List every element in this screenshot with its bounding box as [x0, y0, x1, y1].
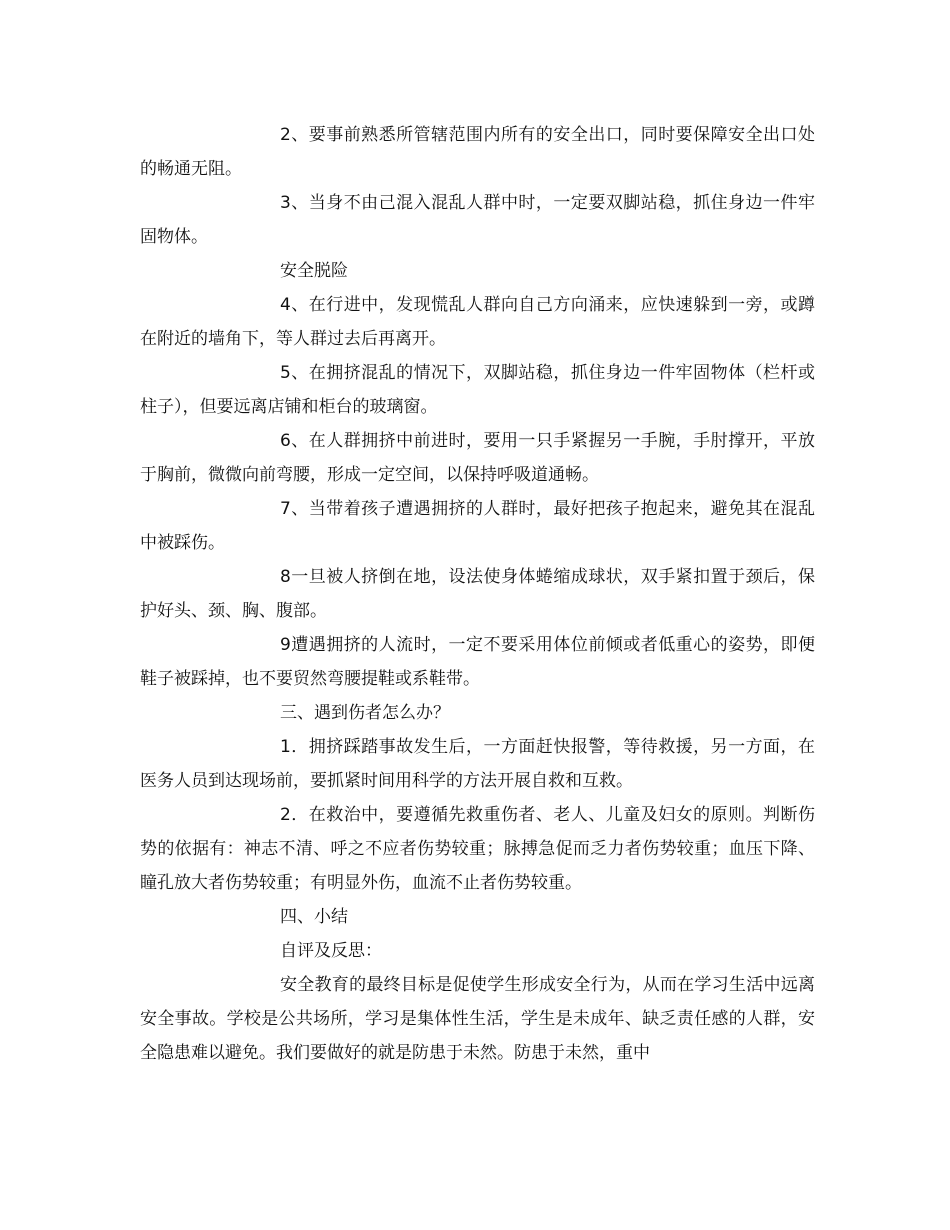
section-heading-injured: 三、遇到伤者怎么办？ [280, 703, 450, 723]
paragraph-protect-breathing: 6、在人群拥挤中前进时，要用一只手紧握另一手腕，手肘撑开，平放于胸前，微微向前弯腰，形成一定空间，以保持呼吸道通畅。 [140, 431, 815, 485]
section-heading-reflection: 自评及反思： [280, 941, 382, 961]
section-heading-escape: 安全脱险 [280, 261, 348, 281]
paragraph-safety-education: 安全教育的最终目标是促使学生形成安全行为，从而在学习生活中远离安全事故。学校是公共场所，学习是集体性生活，学生是未成年、缺乏责任感的人群，安全隐患难以避免。我们要做好的就是防患于未然。防患于未然，重中 [140, 975, 815, 1063]
document-body [140, 118, 815, 1070]
paragraph-avoid-crowd: 4、在行进中，发现慌乱人群向自己方向涌来，应快速躲到一旁，或蹲在附近的墙角下，等人群过去后再离开。 [140, 295, 815, 349]
paragraph-exit-familiarity: 2、要事前熟悉所管辖范围内所有的安全出口，同时要保障安全出口处的畅通无阻。 [140, 125, 815, 179]
section-heading-summary: 四、小结 [280, 907, 348, 927]
paragraph-call-police: 1．拥挤踩踏事故发生后，一方面赶快报警，等待救援，另一方面，在医务人员到达现场前，要抓紧时间用科学的方法开展自救和互救。 [140, 737, 815, 791]
paragraph-treatment-priority: 2．在救治中，要遵循先救重伤者、老人、儿童及妇女的原则。判断伤势的依据有：神志不清、呼之不应者伤势较重；脉搏急促而乏力者伤势较重；血压下降、瞳孔放大者伤势较重；有明显外伤，血流不止者伤势较重。 [140, 805, 815, 893]
paragraph-curl-body: 8一旦被人挤倒在地，设法使身体蜷缩成球状，双手紧扣置于颈后，保护好头、颈、胸、腹部。 [140, 567, 815, 621]
paragraph-hold-object: 5、在拥挤混乱的情况下，双脚站稳，抓住身边一件牢固物体（栏杆或柱子），但要远离店铺和柜台的玻璃窗。 [140, 363, 815, 417]
paragraph-carry-child: 7、当带着孩子遭遇拥挤的人群时，最好把孩子抱起来，避免其在混乱中被踩伤。 [140, 499, 815, 553]
paragraph-posture: 9遭遇拥挤的人流时，一定不要采用体位前倾或者低重心的姿势，即便鞋子被踩掉，也不要贸然弯腰提鞋或系鞋带。 [140, 635, 815, 689]
paragraph-stand-firm: 3、当身不由己混入混乱人群中时，一定要双脚站稳，抓住身边一件牢固物体。 [140, 193, 815, 247]
